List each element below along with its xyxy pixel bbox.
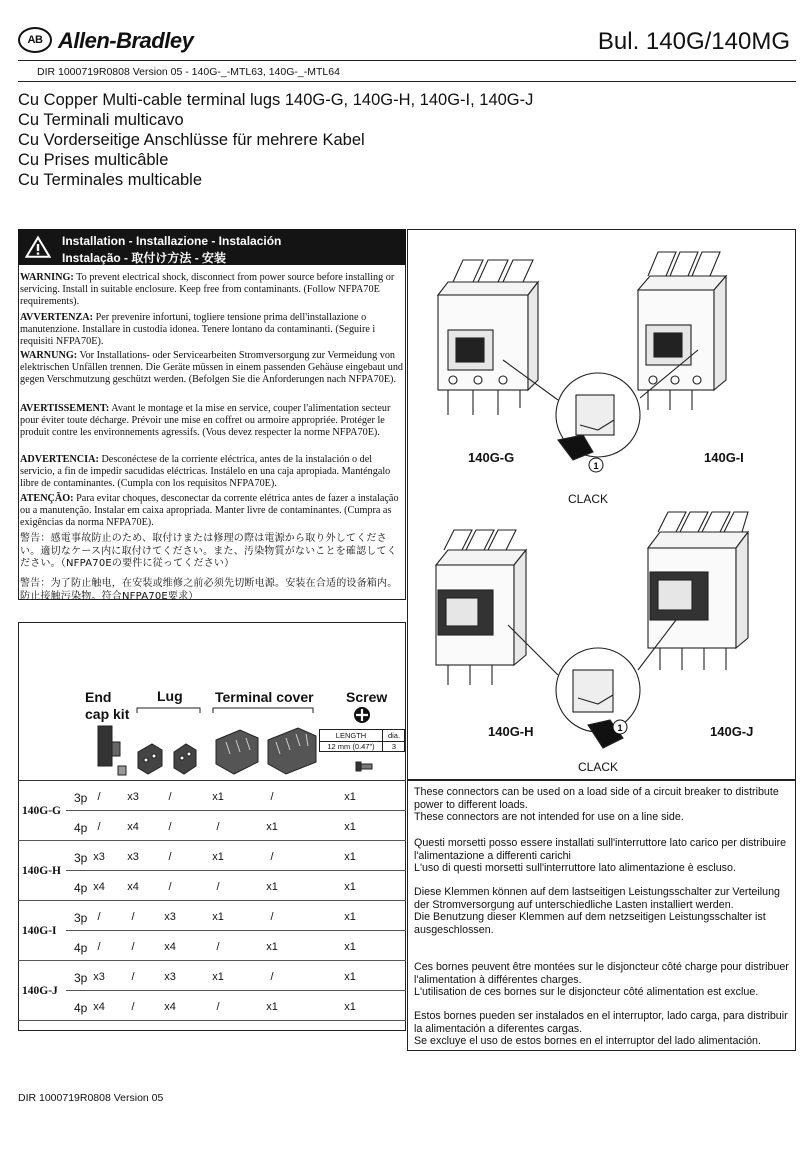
table-divider: [18, 780, 406, 781]
quantity-cell: /: [216, 881, 220, 893]
quantity-cell: /: [97, 791, 101, 803]
model-label: 140G-I: [22, 925, 57, 937]
warning-de: WARNUNG: Vor Installations- oder Servicearbeiten Stromversorgung zur Vermeidung von elektrischen Unfällen trennen. Die Geräte müssen in einem passenden Gehäuse eingebaut und gegen Verschmutzung geschützt werden. (Befolgen Sie die Anforderungen nach NFPA70E).: [20, 350, 404, 385]
quantity-cell: x1: [344, 791, 356, 803]
quantity-cell: x3: [93, 971, 105, 983]
quantity-cell: x1: [212, 851, 224, 863]
quantity-cell: /: [97, 911, 101, 923]
title-de: Cu Vorderseitige Anschlüsse für mehrere Kabel: [18, 131, 365, 149]
quantity-cell: x4: [164, 941, 176, 953]
pole-count: 3p: [74, 851, 88, 865]
svg-text:1: 1: [593, 461, 599, 471]
quantity-cell: x1: [266, 941, 278, 953]
quantity-cell: /: [97, 821, 101, 833]
quantity-cell: x3: [164, 911, 176, 923]
row-divider: [66, 930, 406, 931]
warning-it: AVVERTENZA: Per prevenire infortuni, togliere tensione prima dell'installazione o manutenzione. Installare in custodia idonea. Tenere lontano da contaminanti. (Seguire i requisiti NFPA70E).: [20, 312, 376, 347]
quantity-cell: x3: [93, 851, 105, 863]
quantity-cell: x1: [212, 971, 224, 983]
breaker-140g-h-drawing: [436, 530, 526, 685]
warning-en: WARNING: To prevent electrical shock, disconnect from power source before installing or servicing. Install in suitable enclosure. Keep free from contaminants. (Follow NFPA70E requirements).: [20, 272, 395, 307]
description-fr: Ces bornes peuvent être montées sur le disjoncteur côté charge pour distribuer l'alimentation à différentes charges. L'utilisation de ces bornes sur le disjoncteur côté alimentation est exclue.: [414, 961, 789, 998]
quantity-cell: /: [131, 1001, 135, 1013]
quantity-cell: x1: [344, 1001, 356, 1013]
quantity-cell: x3: [127, 851, 139, 863]
bracket-lines: [135, 704, 315, 714]
label-140g-h: 140G-H: [488, 724, 534, 739]
label-140g-j: 140G-J: [710, 724, 754, 739]
installation-heading: Installation - Installazione - Instalación: [62, 234, 282, 248]
quantity-cell: /: [168, 851, 172, 863]
screw-drawing: [356, 762, 372, 771]
pole-count: 4p: [74, 1001, 88, 1015]
footer-reference: DIR 1000719R0808 Version 05: [18, 1092, 164, 1104]
row-divider: [66, 870, 406, 871]
lug-3p-drawing: [138, 744, 162, 774]
quantity-cell: x1: [344, 821, 356, 833]
quantity-cell: /: [270, 851, 274, 863]
allen-bradley-logo: AB: [18, 27, 52, 53]
quantity-cell: /: [131, 941, 135, 953]
clack-label-top: CLACK: [568, 492, 609, 506]
warning-es: ADVERTENCIA: Desconéctese de la corriente eléctrica, antes de la instalación o del servicio, a fin de impedir sacudidas eléctricas. Instálelo en una caja apropiada. Manténgalo libre de contaminantes. (Cumpla con los requisitos NFPA70E).: [20, 454, 391, 489]
quantity-cell: /: [216, 941, 220, 953]
clack-label-bottom: CLACK: [578, 760, 619, 774]
description-de: Diese Klemmen können auf dem lastseitigen Leistungsschalter zur Verteilung der Stromversorgung auf unterschiedliche Lasten installiert werden. Die Benutzung dieser Klemmen auf dem netzseitigen Leistungsschalter ist ausgeschlossen.: [414, 886, 780, 936]
model-label: 140G-H: [22, 865, 61, 877]
pole-count: 3p: [74, 971, 88, 985]
description-es: Estos bornes pueden ser instalados en el interruptor, lado carga, para distribuir la alimentación a diferentes cargas. Se excluye el uso de estos bornes en el interruptor del lado alimentación.: [414, 1010, 788, 1047]
breaker-140g-j-drawing: [648, 512, 748, 670]
model-label: 140G-G: [22, 805, 61, 817]
quantity-cell: x1: [212, 791, 224, 803]
quantity-cell: /: [168, 791, 172, 803]
step-badge-bottom: [613, 720, 627, 734]
header-rule: [18, 60, 796, 61]
pole-count: 3p: [74, 791, 88, 805]
step-badge-top: [589, 458, 603, 472]
col-header-lug: Lug: [157, 688, 183, 704]
row-divider: [66, 990, 406, 991]
quantity-cell: x1: [266, 881, 278, 893]
quantity-cell: x1: [212, 911, 224, 923]
quantity-cell: x1: [344, 881, 356, 893]
pole-count: 4p: [74, 821, 88, 835]
col-header-endcap: End cap kit: [85, 689, 130, 722]
screw-dia-value: 3: [391, 742, 397, 751]
label-140g-g: 140G-G: [468, 450, 515, 465]
screw-length-label: LENGTH: [320, 730, 383, 742]
quantity-cell: /: [216, 821, 220, 833]
quantity-cell: /: [270, 791, 274, 803]
terminal-cover-3p-drawing: [216, 730, 258, 774]
terminal-cover-4p-drawing: [268, 728, 316, 774]
row-divider: [66, 810, 406, 811]
warning-fr: AVERTISSEMENT: Avant le montage et la mise en service, couper l'alimentation secteur pour éviter toute décharge. Prévoir une mise en coffret ou armoire appropriée. Protéger le produit contre les environnements agressifs. (Vous devez respecter la norme NFPA70E).: [20, 403, 391, 438]
quantity-cell: x3: [127, 791, 139, 803]
quantity-cell: x4: [127, 821, 139, 833]
screw-dia-label: dia.: [383, 730, 405, 742]
label-140g-i: 140G-I: [704, 450, 744, 465]
row-divider: [18, 840, 406, 841]
quantity-cell: x1: [266, 821, 278, 833]
document-reference: DIR 1000719R0808 Version 05 - 140G-_-MTL63, 140G-_-MTL64: [37, 66, 340, 78]
quantity-cell: x1: [344, 851, 356, 863]
quantity-cell: /: [270, 971, 274, 983]
pole-count: 3p: [74, 911, 88, 925]
warning-cn: 警告：为了防止触电，在安装或维修之前必须先切断电源。安装在合适的设备箱内。防止接触污染物。符合NFPA70E要求）: [20, 578, 398, 602]
quantity-cell: x4: [164, 1001, 176, 1013]
quantity-cell: x1: [344, 941, 356, 953]
quantity-cell: /: [168, 821, 172, 833]
description-en: These connectors can be used on a load side of a circuit breaker to distribute power to different loads. These connectors are not intended for use on a line side.: [414, 786, 779, 823]
pole-count: 4p: [74, 881, 88, 895]
quantity-cell: x1: [344, 971, 356, 983]
quantity-cell: x4: [93, 1001, 105, 1013]
quantity-cell: x4: [127, 881, 139, 893]
title-en: Cu Copper Multi-cable terminal lugs 140G-G, 140G-H, 140G-I, 140G-J: [18, 91, 534, 109]
bulletin-number: Bul. 140G/140MG: [597, 28, 790, 55]
svg-text:1: 1: [617, 723, 623, 733]
screw-length-value: 12 mm (0.47"): [320, 741, 383, 752]
installation-heading-2: Instalação - 取付け方法 - 安装: [62, 251, 227, 265]
row-divider: [18, 1020, 406, 1021]
lug-4p-drawing: [174, 744, 196, 774]
quantity-cell: /: [216, 1001, 220, 1013]
quantity-cell: /: [131, 971, 135, 983]
title-it: Cu Terminali multicavo: [18, 111, 184, 129]
header-rule-2: [18, 81, 796, 82]
quantity-cell: x4: [93, 881, 105, 893]
title-fr: Cu Prises multicâble: [18, 151, 169, 169]
pole-count: 4p: [74, 941, 88, 955]
accessory-illustrations: [90, 722, 390, 780]
product-titles: [18, 90, 533, 190]
quantity-cell: x1: [344, 911, 356, 923]
description-it: Questi morsetti posso essere installati sull'interruttore lato carico per distribuire l'alimentazione a differenti carichi L'uso di questi morsetti sull'interruttore lato alimentazione è escluso.: [414, 837, 787, 874]
col-header-screw: Screw: [346, 689, 388, 705]
end-cap-kit-drawing: [98, 726, 126, 775]
quantity-cell: /: [131, 911, 135, 923]
warning-pt: ATENÇÃO: Para evitar choques, desconectar da corrente elétrica antes de fazer a instalação ou a manutenção. Instalar em caixa apropriada. Manter livre de contaminantes. (Cumpra as exigências da norma NFPA70E).: [20, 493, 399, 528]
quantity-cell: /: [270, 911, 274, 923]
title-es: Cu Terminales multicable: [18, 171, 203, 189]
breaker-140g-g-drawing: [438, 260, 538, 415]
breaker-140g-i-drawing: [638, 252, 726, 410]
row-divider: [18, 960, 406, 961]
col-header-terminal-cover: Terminal cover: [215, 689, 314, 705]
row-divider: [18, 900, 406, 901]
warning-triangle-icon: [25, 235, 51, 259]
quantity-cell: /: [168, 881, 172, 893]
quantity-cell: x3: [164, 971, 176, 983]
quantity-cell: /: [97, 941, 101, 953]
brand-name: Allen-Bradley: [58, 28, 194, 53]
warning-jp: 警告：感電事故防止のため、取付けまたは修理の際は電源から取り外してください。適切なケース内に取付けてください。また、汚染物質がないことを確認してください。（NFPA70Eの要件に従ってください）: [20, 533, 397, 569]
quantity-cell: x1: [266, 1001, 278, 1013]
model-label: 140G-J: [22, 985, 58, 997]
